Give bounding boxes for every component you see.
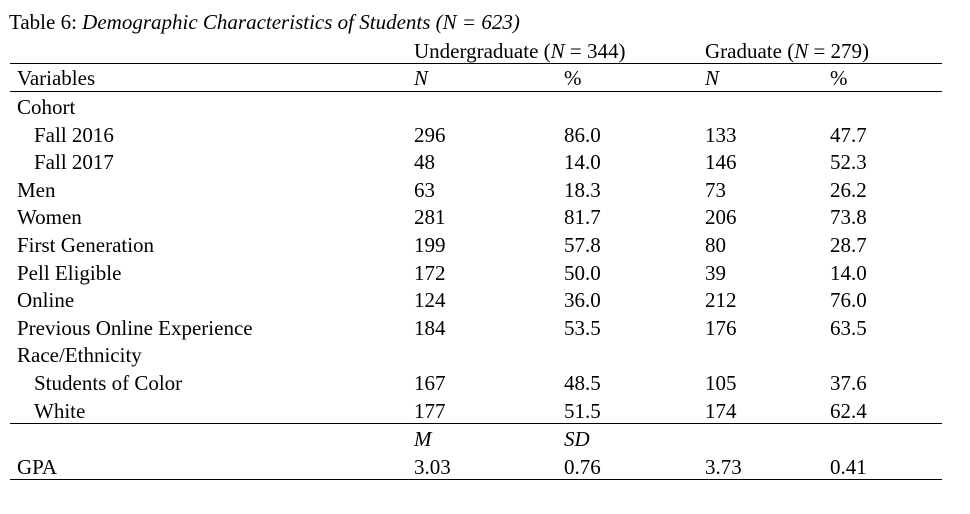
cell-ug-n: 184 <box>414 315 446 340</box>
cell-ug-percent: 57.8 <box>564 233 601 257</box>
cell-gr-percent: 63.5 <box>830 315 867 340</box>
cell-ug-percent: 36.0 <box>564 288 601 313</box>
row-label: Previous Online Experience <box>17 315 253 340</box>
cell-gr-percent: 28.7 <box>830 233 867 257</box>
group-n-value: = 344) <box>564 39 626 63</box>
table-caption <box>9 8 520 36</box>
group-n-symbol: N <box>794 39 809 63</box>
cell-ug-percent: 48.5 <box>564 371 601 395</box>
cell-gr-percent: 73.8 <box>830 205 867 230</box>
row-label: Fall 2016 <box>34 122 114 147</box>
cell-ug-percent: 51.5 <box>564 398 601 423</box>
header-gr-n: N <box>705 66 720 90</box>
table-row <box>0 121 970 149</box>
group-n-value: = 279) <box>808 39 870 63</box>
cell-gr-n: 39 <box>705 260 726 285</box>
row-label: Cohort <box>17 95 76 119</box>
cell-gr-percent: 14.0 <box>830 260 867 285</box>
cell-ug-n: 124 <box>414 288 446 313</box>
column-header-row <box>0 64 970 92</box>
gpa-ug-mean: 3.03 <box>414 455 451 479</box>
header-mean: M <box>414 427 432 451</box>
table-row <box>0 259 970 287</box>
cell-ug-percent: 50.0 <box>564 260 601 285</box>
table-row <box>0 203 970 231</box>
table-row <box>0 148 970 176</box>
cell-gr-n: 133 <box>705 122 737 147</box>
gpa-ug-sd: 0.76 <box>564 455 601 479</box>
row-label: Pell Eligible <box>17 260 122 285</box>
cell-gr-n: 80 <box>705 233 726 257</box>
row-label: Fall 2017 <box>34 150 114 175</box>
row-label: GPA <box>17 455 58 479</box>
table-row <box>0 314 970 342</box>
gpa-gr-mean: 3.73 <box>705 455 742 479</box>
cell-gr-percent: 26.2 <box>830 177 867 202</box>
header-ug-percent: % <box>564 66 582 90</box>
cell-gr-n: 176 <box>705 315 737 340</box>
cell-gr-percent: 52.3 <box>830 150 867 175</box>
cell-gr-n: 174 <box>705 398 737 423</box>
cell-gr-percent: 76.0 <box>830 288 867 313</box>
cell-ug-percent: 81.7 <box>564 205 601 230</box>
caption-title: Demographic Characteristics of Students (N = 623) <box>82 10 520 34</box>
header-variables: Variables <box>17 66 96 90</box>
row-label: Students of Color <box>34 371 183 395</box>
caption-prefix: Table 6: <box>9 10 83 34</box>
cell-gr-n: 73 <box>705 177 726 202</box>
table-row <box>0 231 970 259</box>
cell-ug-n: 177 <box>414 398 446 423</box>
cell-ug-n: 167 <box>414 371 446 395</box>
row-label: Race/Ethnicity <box>17 343 142 368</box>
row-label: Men <box>17 177 56 202</box>
stats-header-row <box>0 425 970 453</box>
cell-ug-percent: 18.3 <box>564 177 601 202</box>
table-row <box>0 341 970 369</box>
cell-ug-percent: 53.5 <box>564 315 601 340</box>
cell-gr-percent: 62.4 <box>830 398 867 423</box>
cell-ug-n: 48 <box>414 150 435 175</box>
table-row <box>0 93 970 121</box>
row-label: White <box>34 398 86 423</box>
table-row <box>0 397 970 425</box>
cell-ug-percent: 86.0 <box>564 122 601 147</box>
bottom-rule <box>10 479 942 480</box>
cell-ug-n: 281 <box>414 205 446 230</box>
row-label: Women <box>17 205 82 230</box>
header-rule <box>10 91 942 92</box>
table-row <box>0 286 970 314</box>
stats-rule <box>10 423 942 424</box>
row-label: First Generation <box>17 233 155 257</box>
cell-gr-n: 212 <box>705 288 737 313</box>
header-ug-n: N <box>414 66 429 90</box>
cell-ug-n: 172 <box>414 260 446 285</box>
cell-ug-n: 296 <box>414 122 446 147</box>
cell-ug-percent: 14.0 <box>564 150 601 175</box>
cell-gr-percent: 47.7 <box>830 122 867 147</box>
row-label: Online <box>17 288 75 313</box>
group-header-graduate <box>705 37 869 65</box>
cell-gr-n: 146 <box>705 150 737 175</box>
header-sd: SD <box>564 427 590 451</box>
group-label: Graduate ( <box>705 39 795 63</box>
cell-gr-n: 206 <box>705 205 737 230</box>
header-gr-percent: % <box>830 66 848 90</box>
table-row <box>0 369 970 397</box>
group-n-symbol: N <box>550 39 565 63</box>
cell-ug-n: 63 <box>414 177 435 202</box>
gpa-gr-sd: 0.41 <box>830 455 867 479</box>
cell-gr-n: 105 <box>705 371 737 395</box>
group-label: Undergraduate ( <box>414 39 551 63</box>
group-header-undergraduate <box>414 37 626 65</box>
gpa-row <box>0 453 970 481</box>
cell-ug-n: 199 <box>414 233 446 257</box>
table-row <box>0 176 970 204</box>
cell-gr-percent: 37.6 <box>830 371 867 395</box>
